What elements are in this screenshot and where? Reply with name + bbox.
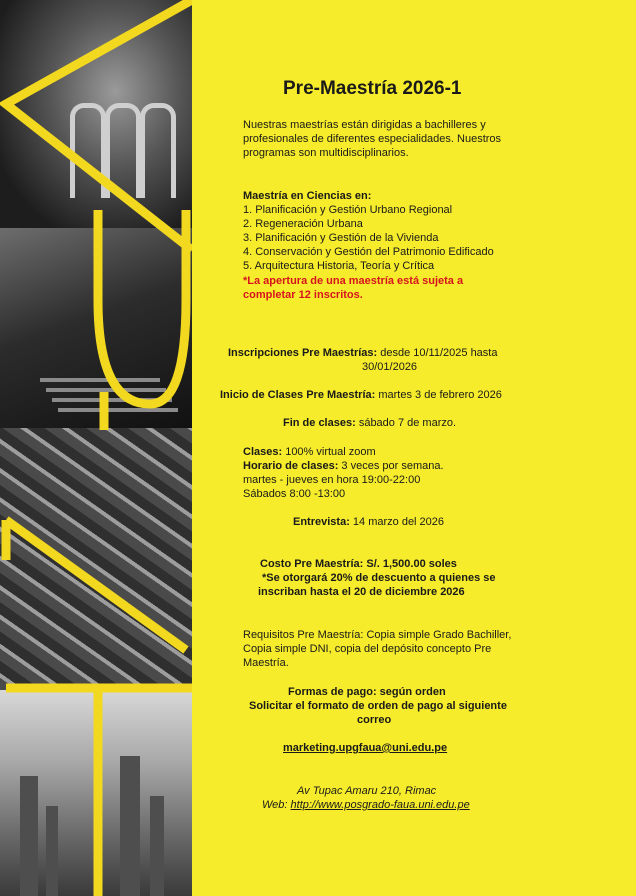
costo-line: Costo Pre Maestría: S/. 1,500.00 soles [260, 558, 457, 570]
entrevista-label: Entrevista: [293, 516, 350, 528]
inscripciones-label: Inscripciones Pre Maestrías: [228, 347, 378, 359]
entrevista-value: 14 marzo del 2026 [349, 516, 445, 528]
clases-value: 100% virtual zoom [282, 446, 376, 458]
inscripciones-row [228, 346, 497, 360]
clases-row [243, 445, 376, 459]
intro-line: profesionales de diferentes especialidades. Nuestros [243, 133, 502, 145]
horario-label: Horario de clases: [243, 460, 339, 472]
fin-row [283, 416, 456, 430]
entrevista-row [293, 515, 444, 529]
web-label: Web: [262, 799, 291, 811]
enrollment-note: *La apertura de una maestría está sujeta a [243, 275, 464, 287]
program-item: 1. Planificación y Gestión Urbano Regional [243, 204, 453, 216]
program-item: 5. Arquitectura Historia, Teoría y Crítica [243, 260, 435, 272]
discount-line: *Se otorgará 20% de descuento a quienes se [262, 572, 496, 584]
pago-line: Solicitar el formato de orden de pago al siguiente [249, 700, 507, 712]
schedule-line: martes - jueves en hora 19:00-22:00 [243, 474, 421, 486]
photo-strip [0, 0, 192, 896]
address-text: Av Tupac Amaru 210, Rimac [297, 785, 437, 797]
clases-label: Clases: [243, 446, 283, 458]
requisitos-line: Maestría. [243, 657, 289, 669]
inicio-row [220, 388, 502, 402]
page-title: Pre-Maestría 2026-1 [283, 78, 462, 99]
web-row [262, 798, 470, 812]
email-link[interactable]: marketing.upgfaua@uni.edu.pe [283, 742, 448, 754]
schedule-line: Sábados 8:00 -13:00 [243, 488, 346, 500]
intro-line: Nuestras maestrías están dirigidas a bachilleres y [243, 119, 486, 131]
intro-line: programas son multidisciplinarios. [243, 147, 409, 159]
discount-line: inscriban hasta el 20 de diciembre 2026 [258, 586, 465, 598]
inscripciones-value-2: 30/01/2026 [362, 361, 418, 373]
inicio-label: Inicio de Clases Pre Maestría: [220, 389, 376, 401]
horario-value: 3 veces por semana. [338, 460, 444, 472]
web-link[interactable]: http://www.posgrado-faua.uni.edu.pe [290, 799, 470, 811]
programs-heading: Maestría en Ciencias en: [243, 190, 372, 202]
program-item: 3. Planificación y Gestión de la Vivienda [243, 232, 439, 244]
enrollment-note: completar 12 inscritos. [243, 289, 363, 301]
inscripciones-value: desde 10/11/2025 hasta [377, 347, 498, 359]
program-item: 2. Regeneración Urbana [243, 218, 363, 230]
pago-line: correo [357, 714, 392, 726]
requisitos-line: Requisitos Pre Maestría: Copia simple Grado Bachiller, [243, 629, 512, 641]
requisitos-line: Copia simple DNI, copia del depósito concepto Pre [243, 643, 492, 655]
fin-value: sábado 7 de marzo. [355, 417, 457, 429]
horario-row [243, 459, 444, 473]
inicio-value: martes 3 de febrero 2026 [375, 389, 502, 401]
fin-label: Fin de clases: [283, 417, 356, 429]
uni-letter-deco [0, 0, 192, 896]
pago-line: Formas de pago: según orden [288, 686, 446, 698]
program-item: 4. Conservación y Gestión del Patrimonio Edificado [243, 246, 494, 258]
